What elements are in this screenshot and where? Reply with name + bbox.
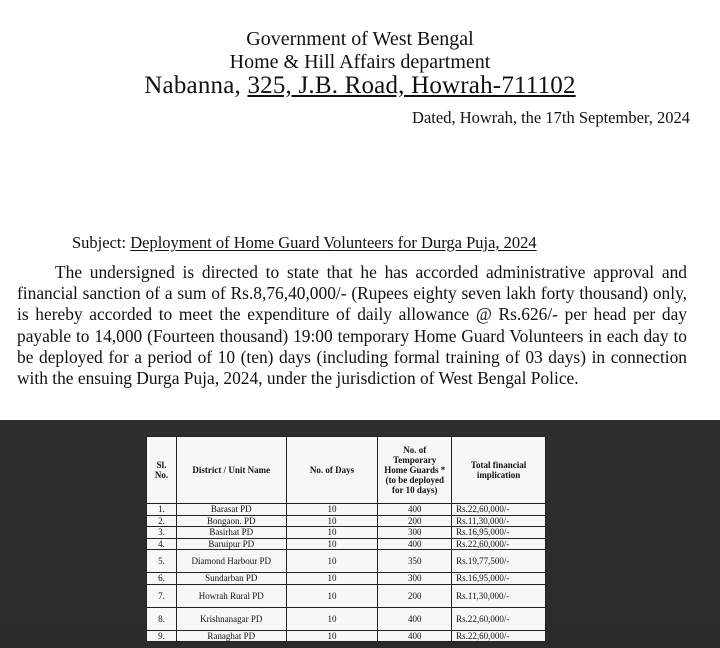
cell-district-unit-name: Diamond Harbour PD [176,550,286,573]
table-row [147,504,546,516]
cell-sl-no: 6. [147,573,177,585]
table-header [147,437,546,504]
header-total-financial-implication: Total financial implication [452,437,546,504]
table-row [147,527,546,539]
cell-total-financial-implication: Rs.22,60,000/- [452,630,546,642]
cell-no-of-home-guards: 300 [378,527,452,539]
cell-sl-no: 7. [147,584,177,607]
subject-line [72,233,537,253]
body-paragraph: The undersigned is directed to state that he has accorded administrative approval and financial sanction of a sum of Rs.8,76,40,000/- (Rupees eighty seven lakh forty thousand) only, is hereby accorded to meet the expenditure of daily allowance @ Rs.626/- per head per day payable to 14,000 (Fourteen thousand) 19:00 temporary Home Guard Volunteers in each day to be deployed for a period of 10 (ten) days (including formal training of 03 days) in connection with the ensuing Durga Puja, 2024, under the jurisdiction of West Bengal Police. [17,262,687,389]
cell-no-of-home-guards: 200 [378,515,452,527]
table-row [147,538,546,550]
table-row [147,550,546,573]
cell-total-financial-implication: Rs.11,30,000/- [452,515,546,527]
cell-no-of-home-guards: 400 [378,538,452,550]
cell-sl-no: 8. [147,607,177,630]
header-no-of-days: No. of Days [286,437,378,504]
cell-total-financial-implication: Rs.16,95,000/- [452,527,546,539]
table-row [147,573,546,585]
cell-total-financial-implication: Rs.11,30,000/- [452,584,546,607]
cell-sl-no: 1. [147,504,177,516]
table-row [147,515,546,527]
cell-no-of-home-guards: 300 [378,573,452,585]
table-row [147,630,546,642]
cell-no-of-home-guards: 400 [378,504,452,516]
cell-no-of-home-guards: 400 [378,630,452,642]
cell-no-of-days: 10 [286,527,378,539]
table-row [147,584,546,607]
cell-district-unit-name: Sundarban PD [176,573,286,585]
header-district-unit-name: District / Unit Name [176,437,286,504]
cell-total-financial-implication: Rs.22,60,000/- [452,504,546,516]
cell-no-of-home-guards: 200 [378,584,452,607]
header-no-of-home-guards: No. of Temporary Home Guards * (to be deployed for 10 days) [378,437,452,504]
government-text: Government of West Bengal [246,28,474,50]
cell-no-of-days: 10 [286,573,378,585]
cell-no-of-days: 10 [286,515,378,527]
cell-district-unit-name: Baruipur PD [176,538,286,550]
cell-district-unit-name: Ranaghat PD [176,630,286,642]
department-text: Home & Hill Affairs department [229,51,491,73]
address-underlined: 325, J.B. Road, Howrah-711102 [247,72,576,99]
cell-district-unit-name: Bongaon. PD [176,515,286,527]
cell-total-financial-implication: Rs.22,60,000/- [452,607,546,630]
cell-sl-no: 2. [147,515,177,527]
cell-sl-no: 9. [147,630,177,642]
cell-sl-no: 5. [147,550,177,573]
cell-district-unit-name: Basirhat PD [176,527,286,539]
subject-text: Deployment of Home Guard Volunteers for Durga Puja, 2024 [130,233,537,252]
cell-sl-no: 4. [147,538,177,550]
cell-sl-no: 3. [147,527,177,539]
deployment-table [146,436,546,642]
cell-no-of-home-guards: 400 [378,607,452,630]
cell-no-of-days: 10 [286,538,378,550]
cell-district-unit-name: Krishnanagar PD [176,607,286,630]
cell-district-unit-name: Barasat PD [176,504,286,516]
table-body [147,504,546,642]
office-address [0,72,720,100]
cell-district-unit-name: Howrah Rural PD [176,584,286,607]
header-sl-no: Sl. No. [147,437,177,504]
cell-no-of-days: 10 [286,607,378,630]
cell-total-financial-implication: Rs.22,60,000/- [452,538,546,550]
government-title [0,28,720,51]
dated-line: Dated, Howrah, the 17th September, 2024 [412,108,690,127]
cell-no-of-days: 10 [286,630,378,642]
cell-total-financial-implication: Rs.16,95,000/- [452,573,546,585]
cell-no-of-days: 10 [286,584,378,607]
cell-total-financial-implication: Rs.19,77,500/- [452,550,546,573]
table-row [147,607,546,630]
cell-no-of-days: 10 [286,504,378,516]
department-title [0,51,720,74]
table-header-row [147,437,546,504]
address-prefix: Nabanna, [144,72,248,99]
cell-no-of-days: 10 [286,550,378,573]
subject-label: Subject: [72,233,131,252]
cell-no-of-home-guards: 350 [378,550,452,573]
